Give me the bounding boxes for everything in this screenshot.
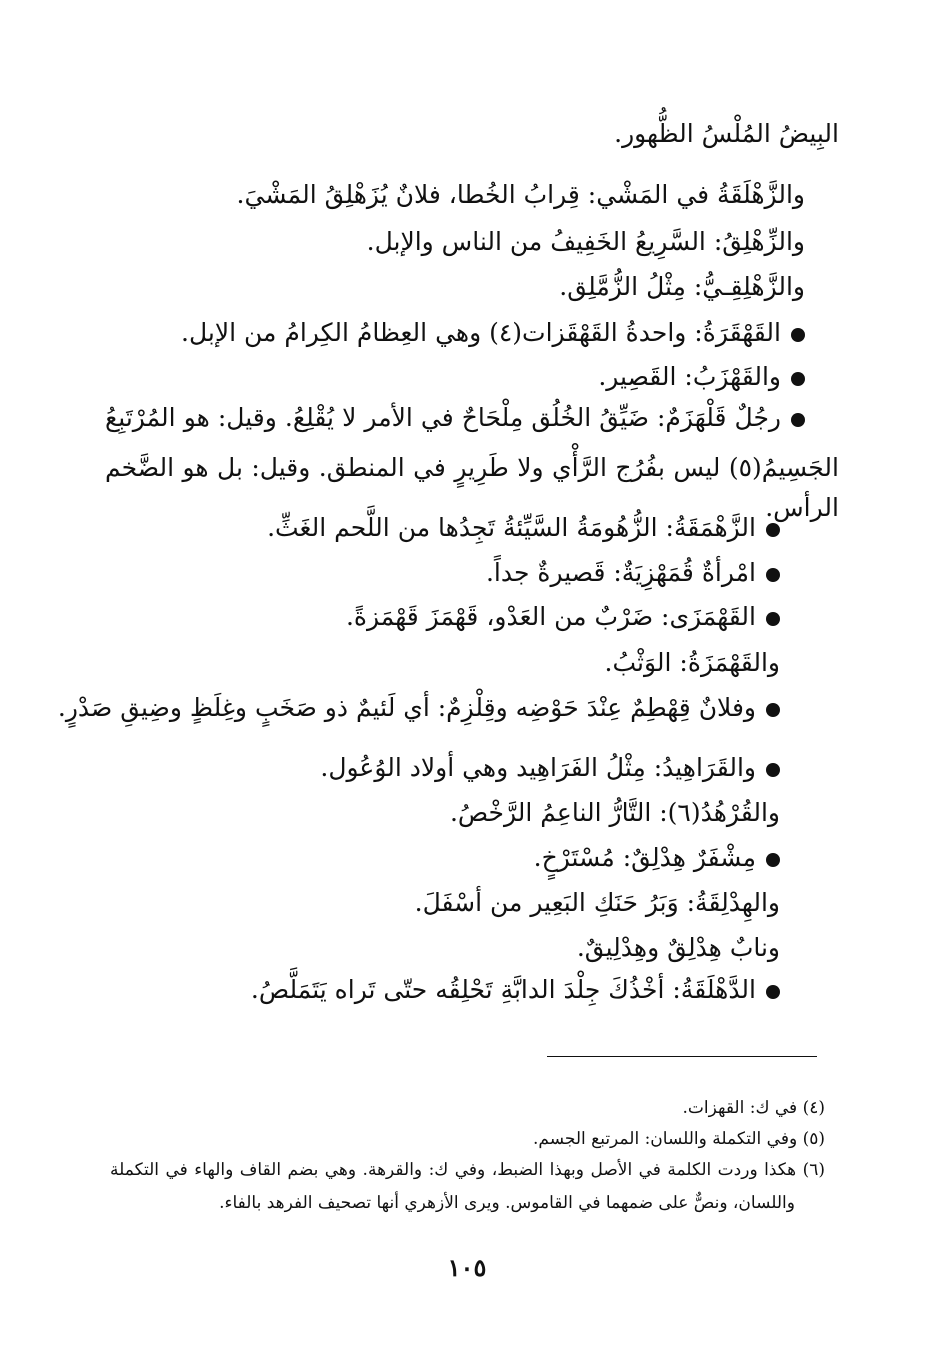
text-line-17: والهِدْلِقَةُ: وَبَرُ حَنَكِ البَعِير من أسْفَلَ.: [414, 888, 780, 917]
entry-line-6: [598, 357, 805, 397]
entry-line-16: [534, 838, 780, 878]
entry-line-10: [486, 553, 780, 593]
text-line-12: والقَهْمَزَةُ: الوَثْبُ.: [604, 648, 780, 677]
bullet-icon: [766, 612, 780, 626]
text-line-18: ونابٌ هِدْلِقٌ وهِدْلِيقٌ.: [576, 933, 780, 962]
entry-text: وفلانٌ قِهْطِمٌ عِنْدَ حَوْضِه وقِلْزِمٌ: أي لَئيمٌ ذو صَخَبٍ وغِلَظٍ وضِيقِ صَدْرٍ.: [57, 693, 756, 722]
entry-text: الزَّهْمَقَةُ: الزُّهُومَةُ السَّيِّئةُ تَجِدُها من اللَّحم الغَثِّ.: [267, 513, 756, 542]
text-line-2: والزَّهْلَقَةُ في المَشْي: قِرابُ الخُطا، فلانٌ يُزَهْلِقُ المَشْيَ.: [236, 180, 805, 209]
entry-line-9: [267, 508, 780, 548]
entry-line-13: [58, 688, 780, 728]
bullet-icon: [766, 985, 780, 999]
bullet-icon: [791, 328, 805, 342]
page-number: ١٠٥: [447, 1253, 487, 1282]
text-line-8: الجَسِيمُ(٥) ليس بفُرُج الرَّأْي ولا طَرِيرٍ في المنطق. وقيل: بل هو الضَّخم الرأس.: [105, 453, 839, 522]
bullet-icon: [791, 413, 805, 427]
text-line-1: البِيضُ المُلْسُ الظُّهور.: [614, 119, 839, 148]
entry-text: والقَرَاهِيدُ: مِثْلُ الفَرَاهِيد وهي أولاد الوُعُول.: [320, 753, 756, 782]
bullet-icon: [766, 703, 780, 717]
bullet-icon: [766, 568, 780, 582]
footnote-5: (٥) وفي التكملة واللسان: المرتبع الجسم.: [532, 1129, 825, 1149]
entry-text: القَهْمَزَى: ضَرْبٌ من العَدْو، قَهْمَزَ قَهْمَزةً.: [345, 602, 756, 631]
footnote-divider: [547, 1056, 817, 1057]
entry-line-5: [181, 313, 805, 353]
bullet-icon: [766, 853, 780, 867]
entry-line-14: [320, 748, 780, 788]
entry-line-11: [346, 597, 780, 637]
entry-text: مِشْفَرٌ هِدْلِقٌ: مُسْتَرْخٍ.: [533, 843, 756, 872]
entry-text: القَهْقَرَةُ: واحدةُ القَهْقَزات(٤) وهي العِظامُ الكِرامُ من الإبل.: [181, 318, 781, 347]
text-line-15: والقُرْهُدُ(٦): التَّارُّ الناعِمُ الرَّخْصُ.: [449, 798, 780, 827]
footnote-6-continued: واللسان، ونصٌّ على ضمهما في القاموس. ويرى الأزهري أنها تصحيف الفرهد بالفاء.: [219, 1193, 795, 1213]
bullet-icon: [791, 372, 805, 386]
entry-text: الدَّهْلَقَةُ: أخْذُكَ جِلْدَ الدابَّةِ تَحْلِقُه حتّى تَراه يَتَمَلَّصُ.: [250, 975, 756, 1004]
bullet-icon: [766, 523, 780, 537]
entry-line-19: [251, 970, 780, 1010]
footnote-4: (٤) في ك: القهزات.: [682, 1098, 825, 1118]
entry-text: والقَهْزَبُ: القَصِير.: [598, 362, 781, 391]
entry-text: رجُلٌ قَلْهَزَمٌ: ضَيِّقُ الخُلُق مِلْحَاحٌ في الأمر لا يُقْلِعُ. وقيل: هو المُرْتَبِعُ: [105, 403, 781, 432]
footnote-6: (٦) هكذا وردت الكلمة في الأصل وبهذا الضبط، وفي ك: والقرهة. وهي بضم القاف والهاء في التكملة: [110, 1160, 825, 1180]
bullet-icon: [766, 763, 780, 777]
entry-text: امْرأةٌ قُمَهْزِيَةٌ: قَصيرةٌ جداً.: [485, 558, 756, 587]
entry-line-7: [105, 398, 805, 438]
text-line-3: والزِّهْلِقُ: السَّرِيعُ الخَفِيفُ من الناس والإبل.: [366, 227, 805, 256]
text-line-4: والزَّهْلِقِـيُّ: مِثْلُ الزُّمَّلِق.: [559, 272, 805, 301]
